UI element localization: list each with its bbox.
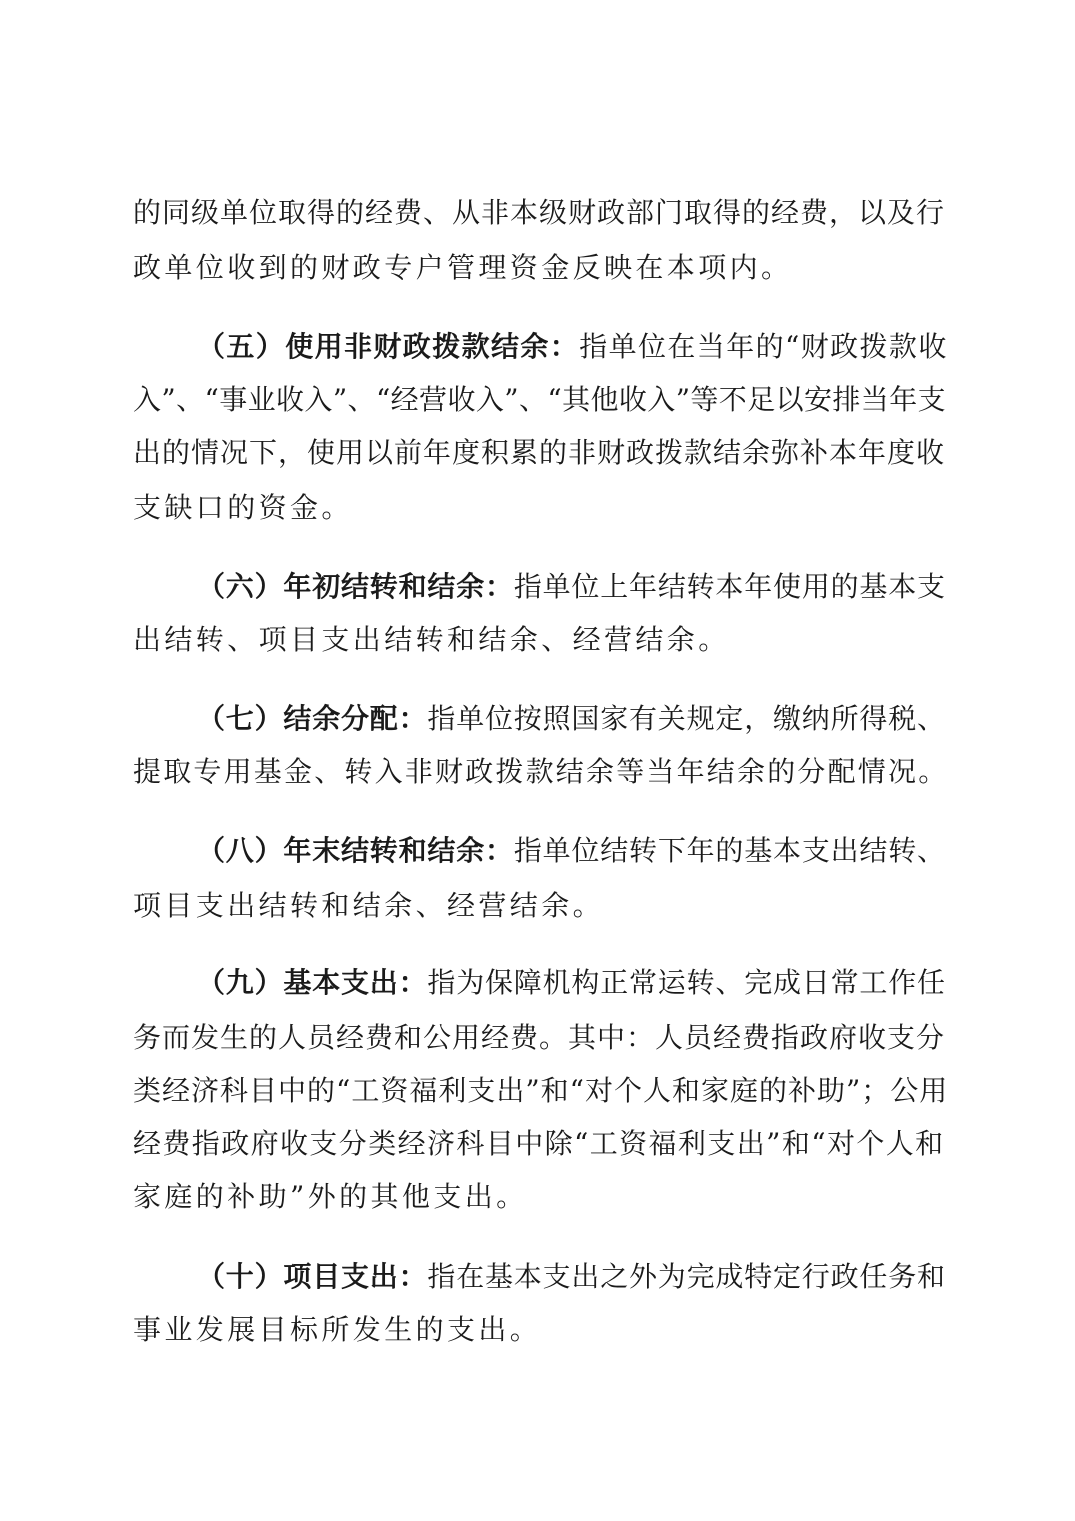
paragraph-line xyxy=(133,1179,948,1215)
line-text: 类经济科目中的“工资福利支出”和“对个人和家庭的补助”；公用 xyxy=(133,1074,949,1107)
line-text: 的同级单位取得的经费、从非本级财政部门取得的经费，以及行 xyxy=(133,196,946,229)
line-text: 入”、“事业收入”、“经营收入”、“其他收入”等不足以安排当年支 xyxy=(133,383,947,416)
term-heading: （八）年末结转和结余： xyxy=(197,834,514,867)
paragraph-line xyxy=(133,622,948,658)
line-text: 家庭的补助”外的其他支出。 xyxy=(133,1180,528,1213)
line-text: 务而发生的人员经费和公用经费。其中：人员经费指政府收支分 xyxy=(133,1021,946,1054)
paragraph-line xyxy=(133,1312,948,1348)
term-heading: （六）年初结转和结余： xyxy=(197,570,514,603)
paragraph-first-line xyxy=(197,1259,948,1295)
term-heading: （十）项目支出： xyxy=(197,1260,428,1293)
line-text: 经费指政府收支分类经济科目中除“工资福利支出”和“对个人和 xyxy=(133,1127,945,1160)
term-heading: （七）结余分配： xyxy=(197,702,428,735)
term-heading: （九）基本支出： xyxy=(197,966,428,999)
paragraph-line xyxy=(133,435,948,471)
paragraph-line xyxy=(133,382,948,418)
paragraph-line xyxy=(133,1020,948,1056)
paragraph-first-line xyxy=(197,329,948,365)
line-text: 事业发展目标所发生的支出。 xyxy=(133,1313,542,1346)
paragraph-line xyxy=(133,1126,948,1162)
paragraph-line xyxy=(133,195,948,231)
line-text: 出结转、项目支出结转和结余、经营结余。 xyxy=(133,623,730,656)
line-text: 项目支出结转和结余、经营结余。 xyxy=(133,889,605,922)
line-text: 指单位在当年的“财政拨款收 xyxy=(579,330,948,363)
line-text: 指单位结转下年的基本支出结转、 xyxy=(513,834,946,867)
paragraph-line xyxy=(133,754,948,790)
line-text: 政单位收到的财政专户管理资金反映在本项内。 xyxy=(133,251,793,284)
paragraph-line xyxy=(133,888,948,924)
paragraph-line xyxy=(133,490,948,526)
paragraph-line xyxy=(133,250,948,286)
line-text: 指单位按照国家有关规定，缴纳所得税、 xyxy=(427,702,946,735)
line-text: 提取专用基金、转入非财政拨款结余等当年结余的分配情况。 xyxy=(133,755,949,788)
paragraph-first-line xyxy=(197,569,948,605)
line-text: 指在基本支出之外为完成特定行政任务和 xyxy=(427,1260,946,1293)
paragraph-first-line xyxy=(197,701,948,737)
line-text: 指为保障机构正常运转、完成日常工作任 xyxy=(427,966,946,999)
line-text: 支缺口的资金。 xyxy=(133,491,353,524)
paragraph-line xyxy=(133,1073,948,1109)
line-text: 指单位上年结转本年使用的基本支 xyxy=(513,570,946,603)
paragraph-first-line xyxy=(197,833,948,869)
term-heading: （五）使用非财政拨款结余： xyxy=(197,330,580,363)
paragraph-first-line xyxy=(197,965,948,1001)
line-text: 出的情况下，使用以前年度积累的非财政拨款结余弥补本年度收 xyxy=(133,436,946,469)
